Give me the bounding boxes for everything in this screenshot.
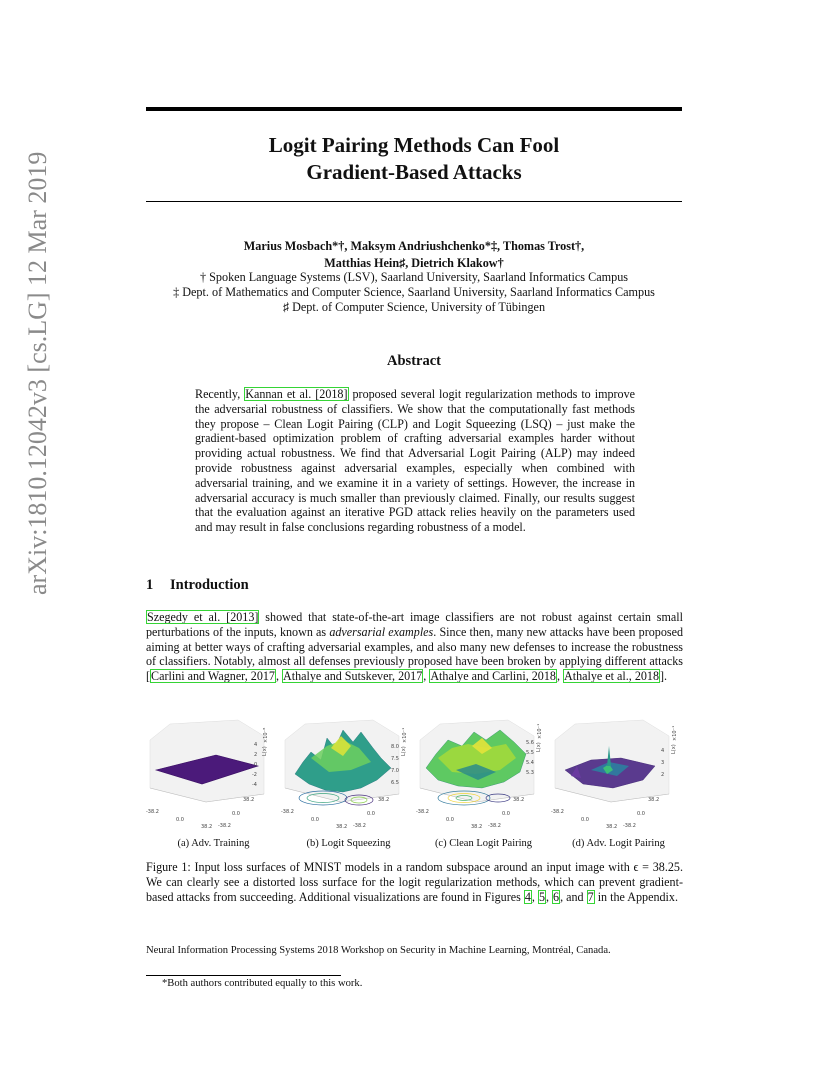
svg-text:-38.2: -38.2 bbox=[353, 823, 366, 829]
citation-link[interactable]: Kannan et al. [2018] bbox=[245, 387, 348, 401]
citation-link[interactable]: Carlini and Wagner, 2017 bbox=[151, 669, 275, 684]
subcaption-b: (b) Logit Squeezing bbox=[306, 838, 391, 849]
citation-link[interactable]: Szegedy et al. [2013] bbox=[147, 610, 259, 624]
svg-text:6.5: 6.5 bbox=[391, 780, 399, 786]
svg-text:-38.2: -38.2 bbox=[146, 809, 159, 815]
svg-text:-38.2: -38.2 bbox=[488, 823, 501, 829]
citation-link[interactable]: Athalye and Carlini, 2018 bbox=[430, 669, 556, 684]
svg-text:2: 2 bbox=[254, 752, 258, 758]
loss-surface-plot-c bbox=[416, 718, 551, 836]
svg-text:×10⁻⁸: ×10⁻⁸ bbox=[263, 727, 269, 743]
paper-title bbox=[146, 132, 682, 186]
svg-text:0.0: 0.0 bbox=[232, 811, 240, 817]
footnote-rule bbox=[146, 975, 341, 976]
svg-text:0.0: 0.0 bbox=[502, 811, 510, 817]
figure-ref-link[interactable]: 4 bbox=[524, 889, 531, 904]
svg-text:0.0: 0.0 bbox=[446, 817, 454, 823]
intro-text: showed that state-of-the-art image classifiers are not robust against certain small perturbations of the inputs, known as bbox=[146, 610, 683, 639]
author-list bbox=[146, 238, 682, 272]
svg-text:38.2: 38.2 bbox=[201, 824, 213, 830]
svg-text:0.0: 0.0 bbox=[311, 817, 319, 823]
svg-text:0.0: 0.0 bbox=[176, 817, 184, 823]
svg-text:0.0: 0.0 bbox=[581, 817, 589, 823]
intro-emphasis: adversarial examples bbox=[329, 624, 434, 639]
svg-text:38.2: 38.2 bbox=[336, 824, 348, 830]
svg-text:4: 4 bbox=[254, 742, 258, 748]
arxiv-identifier: arXiv:1810.12042v3 [cs.LG] 12 Mar 2019 bbox=[23, 151, 52, 595]
svg-text:4: 4 bbox=[661, 748, 665, 754]
svg-text:-38.2: -38.2 bbox=[551, 809, 564, 815]
svg-text:L(x): L(x) bbox=[262, 746, 268, 756]
title-line-2: Gradient-Based Attacks bbox=[306, 160, 522, 184]
title-bottom-rule bbox=[146, 201, 682, 202]
section-title: Introduction bbox=[170, 577, 249, 593]
figure-ref-link[interactable]: 5 bbox=[538, 889, 545, 904]
affiliations bbox=[146, 270, 682, 315]
abstract-text bbox=[195, 387, 635, 535]
authors-line-1: Marius Mosbach*†, Maksym Andriushchenko*‡, Thomas Trost†, bbox=[243, 239, 585, 253]
svg-text:×10⁻¹: ×10⁻¹ bbox=[537, 723, 543, 739]
svg-text:-38.2: -38.2 bbox=[623, 823, 636, 829]
svg-text:-2: -2 bbox=[252, 772, 257, 778]
affiliation-3: ♯ Dept. of Computer Science, University of Tübingen bbox=[282, 300, 546, 314]
svg-text:L(x): L(x) bbox=[671, 744, 677, 754]
citation-link[interactable]: Athalye et al., 2018 bbox=[563, 669, 660, 684]
svg-text:-4: -4 bbox=[252, 782, 257, 788]
figure-ref-link[interactable]: 6 bbox=[553, 889, 560, 904]
intro-text: . Since then, many new attacks have been proposed aiming at better ways of crafting adversarial examples, and also many new defenses to increase the robustness of classifiers. Notably, almost all defenses previously proposed have been broken by applying different attacks [ bbox=[146, 624, 683, 684]
section-heading bbox=[146, 577, 249, 594]
figure-caption: Figure 1: Input loss surfaces of MNIST models in a random subspace around an input image with ϵ = 38.25. We can clearly see a distorted loss surface for the logit regularization methods, which can prevent gradient-based attacks from succeeding. Additional visualizations are found in Figures 4, 5, 6, and 7 in the Appendix. bbox=[146, 860, 683, 904]
loss-surface-plot-a bbox=[146, 718, 281, 836]
loss-surface-plot-b bbox=[281, 718, 416, 836]
affiliation-1: † Spoken Language Systems (LSV), Saarland University, Saarland Informatics Campus bbox=[199, 270, 629, 284]
affiliation-2: ‡ Dept. of Mathematics and Computer Science, Saarland University, Saarland Informatics Campus bbox=[173, 285, 655, 299]
svg-text:0.0: 0.0 bbox=[367, 811, 375, 817]
subcaption-a: (a) Adv. Training bbox=[177, 838, 250, 849]
abstract-pre: Recently, bbox=[195, 387, 245, 401]
subcaption-d: (d) Adv. Logit Pairing bbox=[572, 838, 665, 849]
svg-text:L(x): L(x) bbox=[401, 746, 407, 756]
loss-surface-plot-d bbox=[551, 718, 686, 836]
abstract-heading: Abstract bbox=[387, 353, 441, 369]
figure-ref-link[interactable]: 7 bbox=[587, 889, 594, 904]
svg-text:-38.2: -38.2 bbox=[218, 823, 231, 829]
svg-text:38.2: 38.2 bbox=[378, 797, 390, 803]
svg-text:38.2: 38.2 bbox=[513, 797, 525, 803]
svg-text:×10⁻¹: ×10⁻¹ bbox=[672, 725, 678, 741]
figure-1 bbox=[146, 718, 686, 848]
svg-text:0.0: 0.0 bbox=[637, 811, 645, 817]
svg-text:2: 2 bbox=[661, 772, 665, 778]
svg-text:7.0: 7.0 bbox=[391, 768, 399, 774]
intro-paragraph: Szegedy et al. [2013] showed that state-of-the-art image classifiers are not robust against certain small perturbations of the inputs, known as adversarial examples. Since then, many new attacks have been proposed aiming at better ways of crafting adversarial examples, and also many new defenses to increase the robustness of classifiers. Notably, almost all defenses previously proposed have been broken by applying different attacks [Carlini and Wagner, 2017, Athalye and Sutskever, 2017, Athalye and Carlini, 2018, Athalye et al., 2018]. bbox=[146, 610, 683, 684]
svg-text:5.6: 5.6 bbox=[526, 740, 534, 746]
svg-text:×10⁻¹: ×10⁻¹ bbox=[402, 727, 408, 743]
subcaption-c: (c) Clean Logit Pairing bbox=[434, 838, 533, 849]
svg-text:L(x): L(x) bbox=[536, 742, 542, 752]
citation-link[interactable]: Athalye and Sutskever, 2017 bbox=[283, 669, 423, 684]
svg-text:-38.2: -38.2 bbox=[416, 809, 429, 815]
svg-text:38.2: 38.2 bbox=[648, 797, 660, 803]
svg-text:38.2: 38.2 bbox=[606, 824, 618, 830]
svg-text:38.2: 38.2 bbox=[243, 797, 255, 803]
svg-text:38.2: 38.2 bbox=[471, 824, 483, 830]
svg-text:-38.2: -38.2 bbox=[281, 809, 294, 815]
title-top-rule bbox=[146, 107, 682, 111]
svg-text:8.0: 8.0 bbox=[391, 744, 399, 750]
venue-note: Neural Information Processing Systems 2018 Workshop on Security in Machine Learning, Montréal, Canada. bbox=[146, 945, 611, 956]
svg-text:5.3: 5.3 bbox=[526, 770, 534, 776]
footnote: *Both authors contributed equally to this work. bbox=[162, 978, 363, 989]
svg-text:5.5: 5.5 bbox=[526, 750, 534, 756]
svg-text:5.4: 5.4 bbox=[526, 760, 534, 766]
title-line-1: Logit Pairing Methods Can Fool bbox=[268, 133, 560, 157]
svg-text:3: 3 bbox=[661, 760, 665, 766]
section-number: 1 bbox=[146, 577, 154, 593]
authors-line-2: Matthias Hein♯, Dietrich Klakow† bbox=[324, 256, 504, 270]
svg-text:0: 0 bbox=[254, 762, 258, 768]
svg-text:7.5: 7.5 bbox=[391, 756, 399, 762]
abstract-body: proposed several logit regularization methods to improve the adversarial robustness of classifiers. We show that the computationally fast methods they propose – Clean Logit Pairing (CLP) and Logit Squeezing (LSQ) – just make the gradient-based optimization problem of crafting adversarial examples harder without providing actual robustness. We find that Adversarial Logit Pairing (ALP) may indeed provide robustness against adversarial examples, especially when combined with adversarial training, and we examine it in a variety of settings. However, the increase in adversarial accuracy is much smaller than previously claimed. Finally, our results suggest that the evaluation against an iterative PGD attack relies heavily on the parameters used and may result in false conclusions regarding robustness of a model. bbox=[195, 387, 636, 535]
